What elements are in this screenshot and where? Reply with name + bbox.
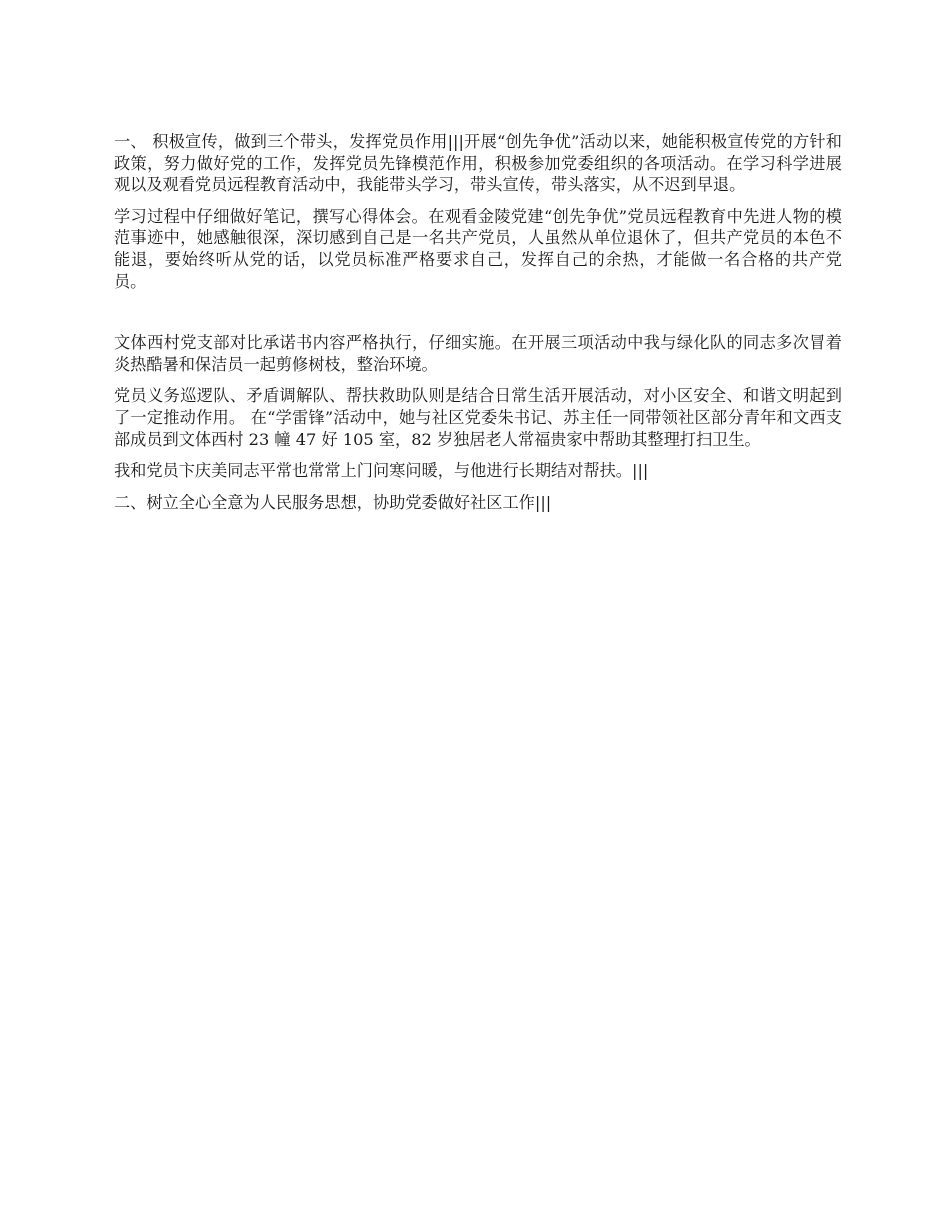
paragraph-section-two-heading: 二、树立全心全意为人民服务思想，协助党委做好社区工作|||: [114, 492, 552, 512]
paragraph-branch-commitment: 文体西村党支部对比承诺书内容严格执行，仔细实施。在开展三项活动中我与绿化队的同志多次冒着炎热酷暑和保洁员一起剪修树枝，整治环境。: [114, 333, 842, 374]
document-body: [114, 131, 842, 523]
paragraph-study-notes: 学习过程中仔细做好笔记，撰写心得体会。在观看金陵党建“创先争优”党员远程教育中先进人物的模范事迹中，她感触很深，深切感到自己是一名共产党员，人虽然从单位退休了，但共产党员的本色不能退，要始终听从党的话，以党员标准严格要求自己，发挥自己的余热，才能做一名合格的共产党员。: [114, 206, 842, 291]
paragraph-volunteer-teams: 党员义务巡逻队、矛盾调解队、帮扶救助队则是结合日常生活开展活动，对小区安全、和谐文明起到了一定推动作用。 在“学雷锋”活动中，她与社区党委朱书记、苏主任一同带领社区部分青年和文西支部成员到文体西村 23 幢 47 好 105 室，82 岁独居老人常福贵家中帮助其整理打扫卫生。: [114, 386, 842, 449]
paragraph-pairing-assistance: 我和党员卞庆美同志平常也常常上门问寒问暖，与他进行长期结对帮扶。|||: [114, 461, 649, 481]
paragraph-section-one-intro: 一、 积极宣传，做到三个带头，发挥党员作用|||开展“创先争优”活动以来，她能积极宣传党的方针和政策，努力做好党的工作，发挥党员先锋模范作用，积极参加党委组织的各项活动。在学习科学进展观以及观看党员远程教育活动中，我能带头学习，带头宣传，带头落实，从不迟到早退。: [114, 132, 842, 195]
